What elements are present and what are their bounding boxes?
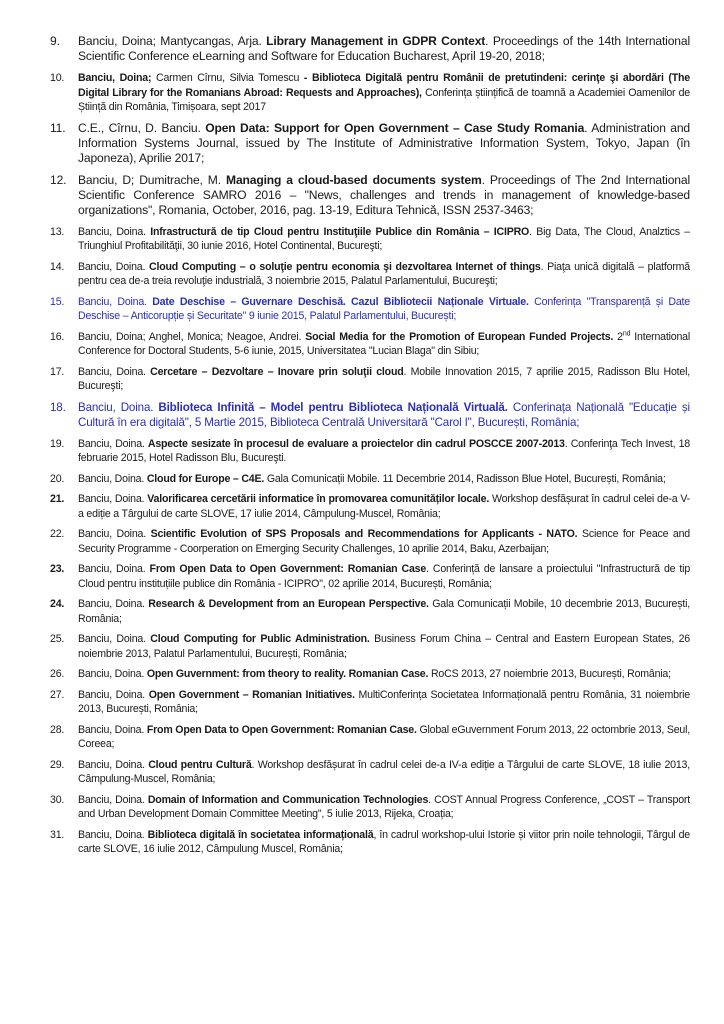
reference-item-16 [50,330,690,359]
reference-title: Open Government – Romanian Initiatives. [148,688,355,701]
reference-number: 23. [50,563,65,575]
reference-details: . Piaţa unică digitală – platformă pentru cea de-a treia revoluţie industrială, 3 noiembrie 2015, Palatul Parlamentului, Bucureşti; [78,260,690,287]
reference-details: . Conferință de lansare a proiectului "Infrastructură de tip Cloud pentru instituțiile publice din România - ICIPRO", 02 aprilie 2014, București, România; [78,563,691,590]
reference-number: 27. [50,688,65,701]
reference-title: Cloud for Europe – C4E. [146,472,265,485]
reference-number: 25. [50,633,65,645]
reference-authors: Banciu, Doina. [78,723,147,736]
reference-title: From Open Data to Open Government: Romanian Case. [146,723,417,736]
reference-authors: Banciu, Doina; [78,72,152,84]
reference-item-17 [50,365,690,394]
reference-item-12 [50,173,690,218]
reference-item-24 [50,597,690,626]
reference-details: Conferinața Națională "Educație și Cultură în era digitală", 5 Martie 2015, Biblioteca Centrală Universitară "Carol I", București, România; [78,400,690,429]
reference-details: . Big Data, The Cloud, Analztics – Triunghiul Profitabilităţii, 30 iunie 2016, Hotel Continental, Bucureşti; [78,225,690,252]
reference-details: . Proceedings of The 2nd International Scientific Conference SAMRO 2016 – "News, challenges and trends in management of knowledge-based organizations", Romania, October, 2016, pag. 13-19, Editura Tehnică, ISSN 2537-3463; [78,172,690,217]
reference-number: 26. [50,668,65,680]
reference-authors: Banciu, D; Dumitrache, M. [78,172,227,187]
reference-title: Biblioteca digitală în societatea informațională [147,828,374,841]
reference-authors: Banciu, Doina. [78,688,149,701]
reference-coauthors: Carmen Cîrnu, Silvia Tomescu [151,72,304,84]
reference-number: 13. [50,225,65,238]
reference-item-20 [50,472,690,487]
reference-authors: Banciu, Doina; Mantycangas, Arja. [78,34,267,48]
reference-number: 14. [50,260,65,273]
reference-authors: Banciu, Doina. [78,437,148,450]
reference-details: . Mobile Innovation 2015, 7 aprilie 2015, Radisson Blu Hotel, Bucureşti; [78,365,691,392]
reference-title: Research & Development from an European Perspective. [148,598,429,610]
reference-title: Social Media for the Promotion of European Funded Projects. [305,330,614,343]
reference-item-23 [50,562,690,591]
reference-authors: Banciu, Doina. [78,365,151,378]
reference-authors: Banciu, Doina. [78,633,151,645]
reference-item-29 [50,758,690,787]
reference-number: 9. [50,34,60,48]
reference-item-11 [50,121,690,166]
reference-authors: Banciu, Doina. [78,260,150,273]
reference-title: Aspecte sesizate în procesul de evaluare a proiectelor din cadrul POSCCE 2007-2013 [147,437,565,450]
reference-title: Date Deschise – Guvernare Deschisă. Cazul Bibliotecii Naționale Virtuale. [152,295,529,308]
reference-title: Biblioteca Infinită – Model pentru Biblioteca Națională Virtuală. [158,400,508,414]
reference-item-10 [50,71,690,115]
reference-number: 12. [50,172,67,187]
reference-number: 10. [50,72,65,84]
reference-details: Global eGuvernment Forum 2013, 22 octombrie 2013, Seul, Coreea; [78,723,690,750]
reference-number: 16. [50,330,65,343]
reference-details: International Conference for Doctoral Students, 5-6 iunie, 2015, Universitatea "Lucian Blaga" din Sibiu; [78,330,690,357]
reference-authors: Banciu, Doina. [78,295,153,308]
reference-item-31 [50,828,690,857]
reference-details: . Conferinţa Tech Invest, 18 februarie 2015, Hotel Radisson Blu, Bucureşti. [78,437,690,464]
reference-item-18 [50,400,690,430]
reference-number: 18. [50,400,66,414]
reference-list [50,34,690,863]
reference-item-14 [50,260,690,289]
reference-authors: Banciu, Doina. [78,828,148,841]
reference-title: Valorificarea cercetării informatice în promovarea comunităților locale. [147,493,490,505]
reference-details: MultiConferința Societatea Informațională pentru România, 31 noiembrie 2013, București, România; [78,688,690,715]
reference-number: 17. [50,365,65,378]
reference-authors: Banciu, Doina. [78,793,148,806]
reference-number: 15. [50,295,65,308]
reference-title: Cloud Computing for Public Administration. [150,633,370,645]
reference-authors: Banciu, Doina. [78,225,151,238]
reference-title: Infrastructură de tip Cloud pentru Instituţiile Publice din România – ICIPRO [150,225,530,238]
reference-title: Scientific Evolution of SPS Proposals and Recommendations for Applicants - NATO. [150,528,578,540]
reference-details-pre: 2 [613,330,623,343]
reference-authors: Banciu, Doina. [78,493,148,505]
reference-number: 31. [50,828,65,841]
reference-title: Open Data: Support for Open Government – Case Study Romania [205,120,585,135]
reference-details: RoCS 2013, 27 noiembrie 2013, București, România; [428,668,671,680]
reference-authors: C.E., Cîrnu, D. Banciu. [78,120,206,135]
reference-title: From Open Data to Open Government: Romanian Case [149,563,427,575]
reference-title: Cloud pentru Cultură [148,758,252,771]
reference-details: . Proceedings of the 14th International Scientific Conference eLearning and Software for Education Bucharest, April 19-20, 2018; [78,34,690,63]
reference-authors: Banciu, Doina. [78,472,147,485]
reference-number: 28. [50,723,65,736]
reference-title: Library Management in GDPR Context [266,34,486,48]
reference-details: Conferința științifică de toamnă a Academiei Oamenilor de Știință din România, Timișoara, sept 2017 [78,86,690,113]
reference-title: Managing a cloud-based documents system [226,172,482,187]
reference-number: 24. [50,598,65,610]
reference-title: Cloud Computing – o soluţie pentru economia şi dezvoltarea Internet of things [149,260,541,273]
reference-item-21 [50,492,690,521]
reference-details: Business Forum China – Central and Eastern European States, 26 noiembrie 2013, Palatul Parlamentului, București, România; [78,633,690,660]
reference-number: 30. [50,793,65,806]
reference-number: 19. [50,437,65,450]
reference-number: 11. [50,120,66,135]
reference-authors: Banciu, Doina. [78,528,151,540]
reference-number: 21. [50,493,65,505]
reference-item-9 [50,34,690,64]
reference-item-30 [50,793,690,822]
reference-item-22 [50,527,690,556]
reference-details: Science for Peace and Security Programme - Coorperation on Emerging Security Challenges, 10 aprilie 2014, Baku, Azerbaijan; [78,528,690,555]
reference-authors: Banciu, Doina. [78,400,159,414]
reference-details: . COST Annual Progress Conference, „COST – Transport and Urban Development Domain Committee Meeting", 5 iulie 2013, Rijeka, Croația; [78,793,690,820]
reference-details: , în cadrul workshop-ului Istorie și viitor prin noile tehnologii, Târgul de carte SLOVE, 16 iulie 2012, Câmpulung Muscel, România; [78,828,690,855]
ordinal-suffix: nd [622,329,631,337]
reference-authors: Banciu, Doina. [78,668,147,680]
reference-details: Workshop desfășurat în cadrul celei de-a V-a ediție a Târgului de carte SLOVE, 17 iulie 2014, Câmpulung-Muscel, România; [78,493,690,520]
reference-title: - Biblioteca Digitală pentru Românii de pretutindeni: cerinţe şi abordări (The Digital Library for the Romanians Abroad: Requests and Approaches), [78,72,690,99]
reference-item-13 [50,225,690,254]
reference-authors: Banciu, Doina; Anghel, Monica; Neagoe, Andrei. [78,330,306,343]
reference-number: 20. [50,472,65,485]
reference-details: . Administration and Information Systems Journal, issued by The Institute of Administrative Information System, Tokyo, Japan (în Japoneza), Aprilie 2017; [78,120,690,165]
reference-details: Gala Comunicații Mobile. 11 Decembrie 2014, Radisson Blue Hotel, București, România; [264,472,666,485]
reference-details: Conferința "Transparență și Date Deschise – Anticorupție și Securitate" 9 iunie 2015, Palatul Parlamentului, București; [78,295,690,322]
reference-item-28 [50,723,690,752]
reference-authors: Banciu, Doina. [78,598,149,610]
reference-title: Open Guvernment: from theory to reality. Romanian Case. [146,668,429,680]
reference-item-25 [50,632,690,661]
reference-authors: Banciu, Doina. [78,758,149,771]
reference-item-27 [50,688,690,717]
reference-title: Domain of Information and Communication Technologies [147,793,429,806]
reference-item-15 [50,295,690,324]
reference-number: 29. [50,758,65,771]
reference-number: 22. [50,528,65,540]
reference-item-26 [50,667,690,682]
reference-details: Gala Comunicații Mobile, 10 decembrie 2013, București, România; [78,598,690,625]
reference-item-19 [50,437,690,466]
reference-details: . Workshop desfășurat în cadrul celei de-a IV-a ediție a Târgului de carte SLOVE, 18 iulie 2013, Câmpulung-Muscel, România; [78,758,690,785]
reference-title: Cercetare – Dezvoltare – Inovare prin soluţii cloud [150,365,404,378]
reference-authors: Banciu, Doina. [78,563,150,575]
